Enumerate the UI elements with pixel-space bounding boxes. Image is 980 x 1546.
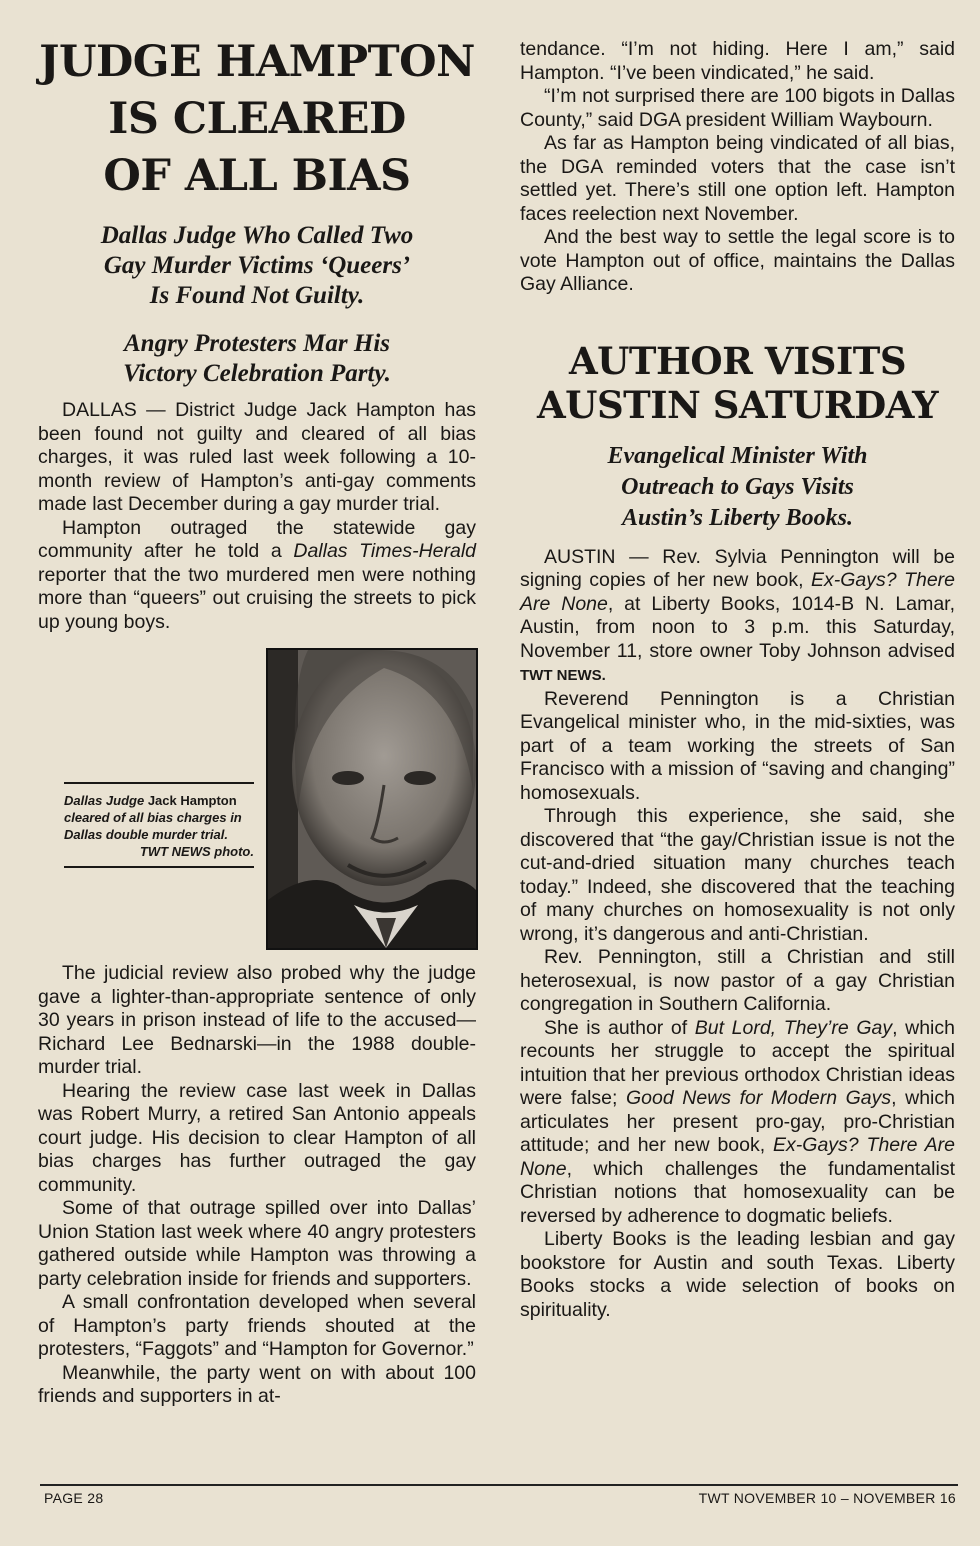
portrait-drawing xyxy=(268,650,476,948)
paragraph: As far as Hampton being vindicated of all bias, the DGA reminded voters that the case isn’t settled yet. There’s still one option left. Hampton faces reelection next November. xyxy=(520,132,955,225)
photo-credit: TWT NEWS photo. xyxy=(139,844,254,859)
paragraph: Hearing the review case last week in Dallas was Robert Murry, a retired San Antonio appeals court judge. His decision to clear Hampton of all bias charges has further outraged the gay community. xyxy=(38,1079,476,1196)
paragraph: “I’m not surprised there are 100 bigots in Dallas County,” said DGA president William Waybourn. xyxy=(520,85,955,131)
paragraph: AUSTIN — Rev. Sylvia Pennington will be signing copies of her new book, Ex-Gays? There Are None, at Liberty Books, 1014-B N. Lamar, Austin, from noon to 3 p.m. this Saturday, November 11, store owner Toby Johnson advised TWT NEWS. xyxy=(520,545,955,684)
paragraph: Meanwhile, the party went on with about 100 friends and supporters in at- xyxy=(38,1361,476,1407)
paragraph: Hampton outraged the statewide gay community after he told a Dallas Times-Herald reporter that the two murdered men were nothing more than “queers” out cruising the streets to pick up young boys. xyxy=(38,516,477,633)
paragraph: DALLAS — District Judge Jack Hampton has been found not guilty and cleared of all bias charges, it was ruled last week following a 10-month review of Hampton’s anti-gay comments made last December during a gay murder trial. xyxy=(38,399,476,515)
photo-block xyxy=(38,648,476,950)
judge-portrait-image xyxy=(266,648,478,950)
issue-dates: TWT NOVEMBER 10 – NOVEMBER 16 xyxy=(698,1490,956,1506)
headline-author-visits: AUTHOR VISITS AUSTIN SATURDAY xyxy=(536,338,939,427)
paragraph: The judicial review also probed why the judge gave a lighter-than-appropriate sentence of only 30 years in prison instead of life to the accused—Richard Lee Bednarski—in the 1988 double-murder trial. xyxy=(38,962,476,1078)
paragraph: Reverend Pennington is a Christian Evangelical minister who, in the mid-sixties, was part of a team working the streets of San Francisco with a mission of “saving and changing” homosexuals. xyxy=(520,687,955,804)
paragraph: Some of that outrage spilled over into Dallas’ Union Station last week where 40 angry protesters gathered outside while Hampton was throwing a party celebration inside for friends and supporters. xyxy=(38,1197,476,1290)
deck-not-guilty: Dallas Judge Who Called Two Gay Murder Victims ‘Queers’ Is Found Not Guilty. xyxy=(100,222,414,309)
paragraph: Rev. Pennington, still a Christian and still heterosexual, is now pastor of a gay Christian congregation in Southern California. xyxy=(520,946,955,1015)
deck-evangelical-minister: Evangelical Minister With Outreach to Gays Visits Austin’s Liberty Books. xyxy=(607,442,868,531)
deck-protesters: Angry Protesters Mar His Victory Celebration Party. xyxy=(123,330,391,387)
paragraph: A small confrontation developed when several of Hampton’s party friends shouted at the protesters, “Faggots” and “Hampton for Governor.” xyxy=(38,1291,476,1360)
footer-divider xyxy=(40,1484,958,1486)
article-judge-hampton xyxy=(38,34,476,1409)
headline-judge-hampton: JUDGE HAMPTON IS CLEARED OF ALL BIAS xyxy=(39,37,475,201)
page-number: PAGE 28 xyxy=(44,1490,104,1506)
article-continuation-and-author xyxy=(520,38,955,1322)
paragraph: tendance. “I’m not hiding. Here I am,” said Hampton. “I’ve been vindicated,” he said. xyxy=(520,38,955,84)
paragraph: Liberty Books is the leading lesbian and gay bookstore for Austin and south Texas. Liberty Books stocks a wide selection of books on spirituality. xyxy=(520,1228,955,1321)
paragraph: Through this experience, she said, she discovered that “the gay/Christian issue is not the cut-and-dried situation many churches teach today.” Indeed, she discovered that the teaching of many churches on homosexuality is not only wrong, it’s dangerous and anti-Christian. xyxy=(520,805,955,945)
paragraph: And the best way to settle the legal score is to vote Hampton out of office, maintains the Dallas Gay Alliance. xyxy=(520,226,955,295)
paragraph: She is author of But Lord, They’re Gay, which recounts her struggle to accept the spiritual intuition that her previous orthodox Christian ideas were false; Good News for Modern Gays, which articulates her present pro-gay, pro-Christian attitude; and her new book, Ex-Gays? There Are None, which challenges the fundamentalist Christian notions that homosexuality can be reversed by adherence to dogmatic beliefs. xyxy=(520,1016,955,1227)
photo-caption: Dallas Judge Jack Hampton cleared of all bias charges in Dallas double murder trial. TWT NEWS photo. xyxy=(64,782,254,868)
